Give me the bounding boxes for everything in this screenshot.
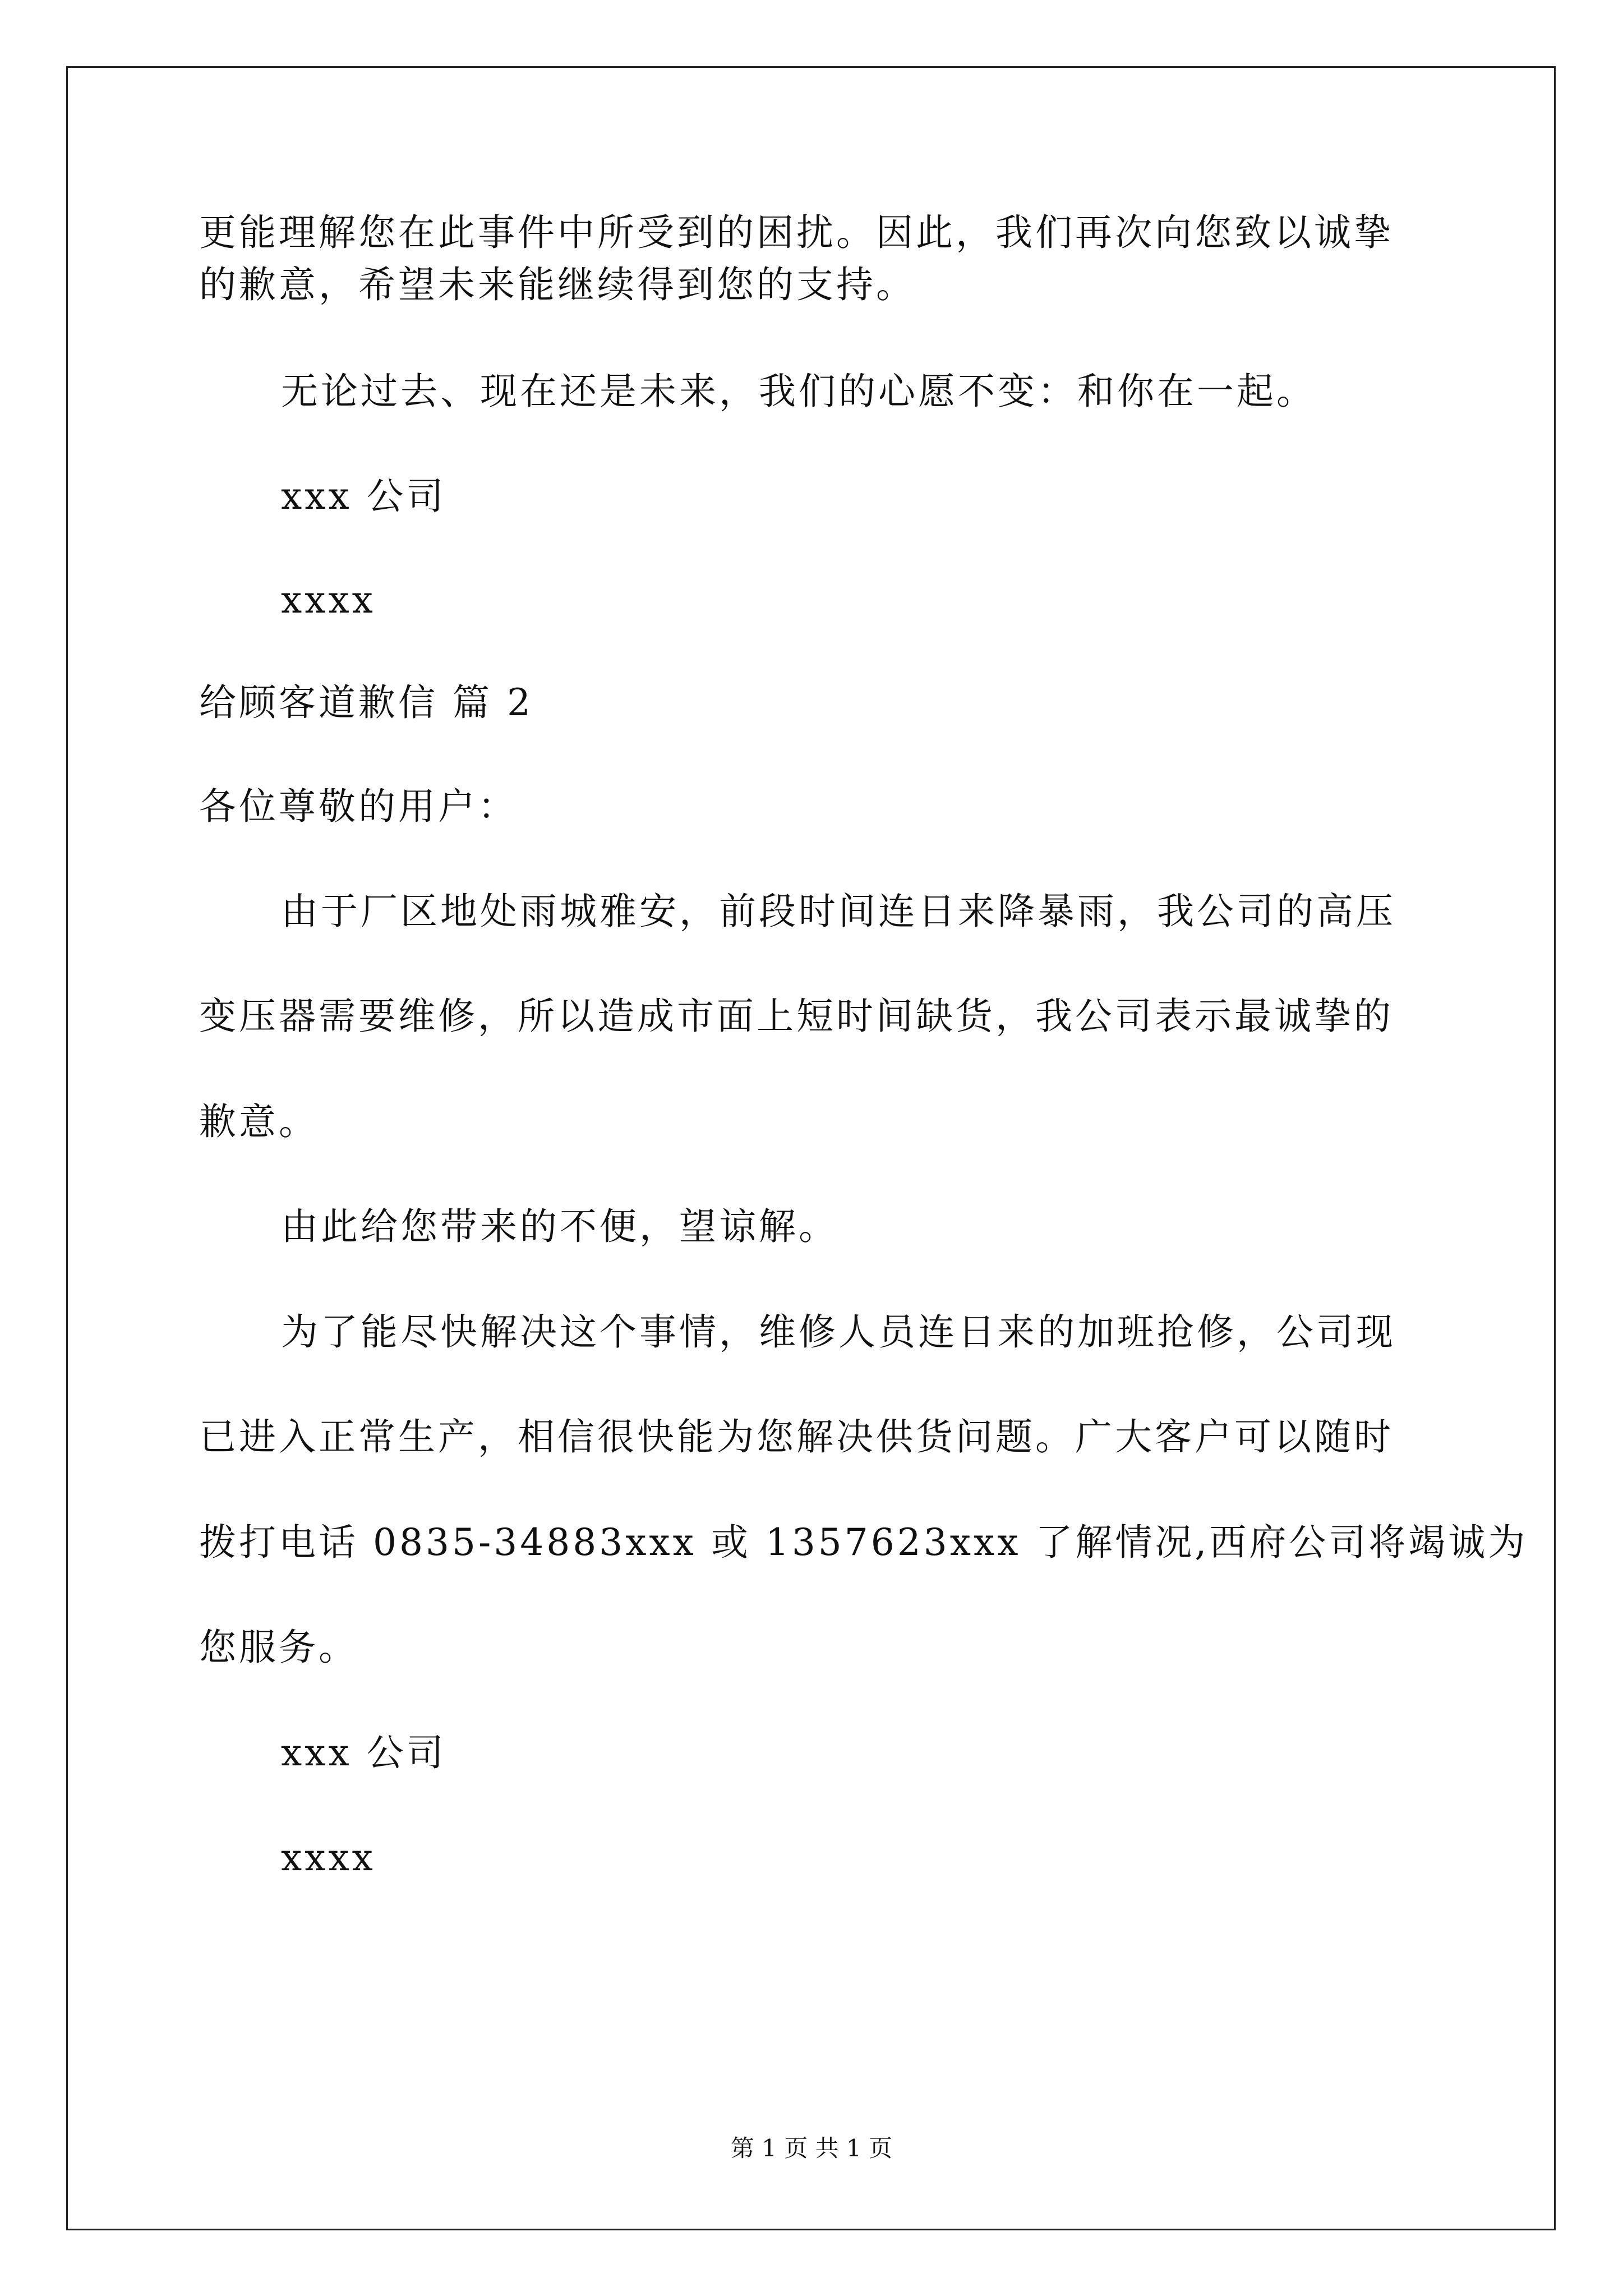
body-line-15: 您服务。 — [199, 1626, 358, 1669]
date-signature-1: xxxx — [281, 578, 376, 622]
body-line-12: 为了能尽快解决这个事情，维修人员连日来的加班抢修，公司现 — [281, 1310, 1396, 1354]
body-line-8: 由于厂区地处雨城雅安，前段时间连日来降暴雨，我公司的高压 — [281, 890, 1396, 933]
body-line-10: 歉意。 — [199, 1100, 319, 1143]
body-line-13: 已进入正常生产，相信很快能为您解决供货问题。广大客户可以随时 — [199, 1415, 1394, 1458]
body-line-1: 更能理解您在此事件中所受到的困扰。因此，我们再次向您致以诚挚 — [199, 211, 1394, 254]
company-signature-2: xxx 公司 — [281, 1731, 446, 1774]
body-line-14: 拨打电话 0835-34883xxx 或 1357623xxx 了解情况,西府公司将竭诚为 — [199, 1521, 1528, 1564]
section-heading: 给顾客道歉信 篇 2 — [199, 681, 533, 724]
page-number-footer: 第 1 页 共 1 页 — [730, 2134, 893, 2162]
body-line-11: 由此给您带来的不便，望谅解。 — [281, 1205, 838, 1248]
body-line-2: 的歉意，希望未来能继续得到您的支持。 — [199, 263, 916, 306]
body-line-3: 无论过去、现在还是未来，我们的心愿不变：和你在一起。 — [281, 370, 1316, 413]
salutation: 各位尊敬的用户： — [199, 785, 518, 828]
date-signature-2: xxxx — [281, 1836, 376, 1879]
body-line-9: 变压器需要维修，所以造成市面上短时间缺货，我公司表示最诚挚的 — [199, 995, 1394, 1038]
company-signature-1: xxx 公司 — [281, 475, 446, 518]
